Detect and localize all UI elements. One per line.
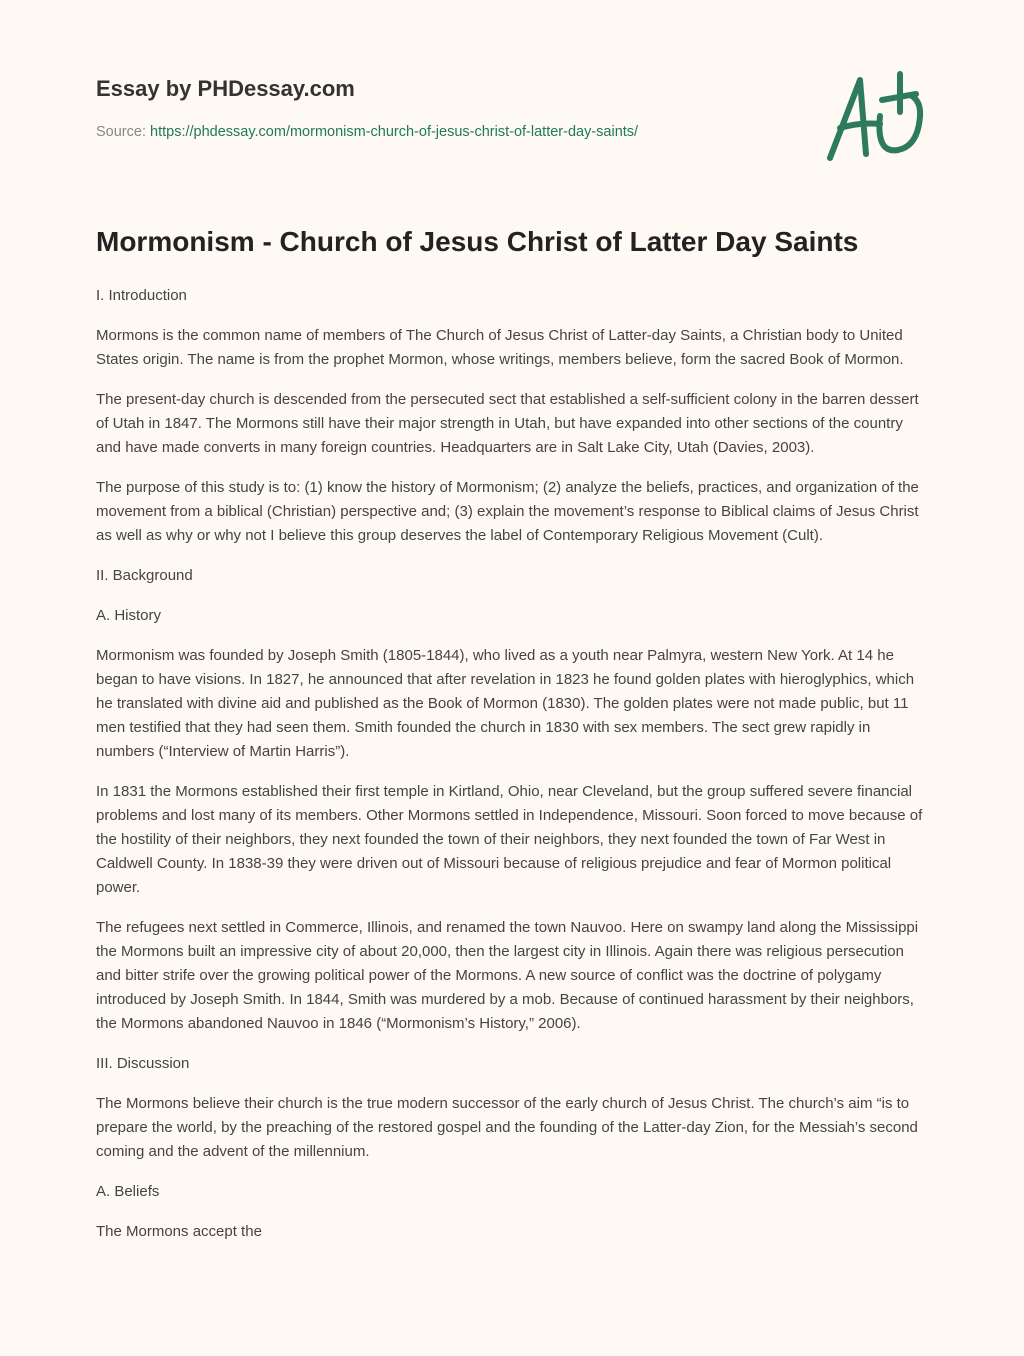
paragraph: The present-day church is descended from the persecuted sect that established a self-sufficient colony in the barren dessert of Utah in 1847. The Mormons still have their major strength in Utah, but have expanded into other sections of the country and have made converts in many foreign countries. Headquarters are in Salt Lake City, Utah (Davies, 2003).: [96, 391, 919, 456]
paragraph: The Mormons believe their church is the true modern successor of the early church of Jesus Christ. The church’s aim “is to prepare the world, by the preaching of the restored gospel and the founding of the Latter-day Zion, for the Messiah’s second coming and the advent of the millennium.: [96, 1095, 918, 1160]
source-label: Source:: [96, 124, 146, 140]
paragraph: Mormons is the common name of members of The Church of Jesus Christ of Latter-day Saints, a Christian body to United States origin. The name is from the prophet Mormon, whose writings, members believe, form the sacred Book of Mormon.: [96, 327, 904, 368]
paragraph: In 1831 the Mormons established their first temple in Kirtland, Ohio, near Cleveland, but the group suffered severe financial problems and lost many of its members. Other Mormons settled in Independence, Missouri. Soon forced to move because of the hostility of their neighbors, they next founded the town of their neighbors, they next founded the town of Far West in Caldwell County. In 1838-39 they were driven out of Missouri because of religious prejudice and fear of Mormon political power.: [96, 783, 923, 896]
section-heading: II. Background: [96, 567, 193, 584]
section-heading: III. Discussion: [96, 1055, 190, 1072]
essay-title: Mormonism - Church of Jesus Christ of Latter Day Saints: [96, 226, 859, 257]
paragraph: The Mormons accept the: [96, 1223, 262, 1240]
subsection-heading: A. History: [96, 607, 162, 624]
essay-body: [96, 284, 928, 1260]
paragraph: Mormonism was founded by Joseph Smith (1805-1844), who lived as a youth near Palmyra, western New York. At 14 he began to have visions. In 1827, he announced that after revelation in 1823 he found golden plates with hieroglyphics, which he translated with divine aid and published as the Book of Mormon (1830). The golden plates were not made public, but 11 men testified that they had seen them. Smith founded the church in 1830 with sex members. The sect grew rapidly in numbers (“Interview of Martin Harris”).: [96, 647, 915, 760]
section-heading: I. Introduction: [96, 287, 187, 304]
a-plus-logo-icon: [820, 66, 930, 166]
source-line: [96, 124, 638, 140]
subsection-heading: A. Beliefs: [96, 1183, 160, 1200]
paragraph: The purpose of this study is to: (1) know the history of Mormonism; (2) analyze the beliefs, practices, and organization of the movement from a biblical (Christian) perspective and; (3) explain the movement’s response to Biblical claims of Jesus Christ as well as why or why not I believe this group deserves the label of Contemporary Religious Movement (Cult).: [96, 479, 919, 544]
source-link[interactable]: https://phdessay.com/mormonism-church-of-jesus-christ-of-latter-day-saints/: [150, 124, 639, 140]
site-brand: Essay by PHDessay.com: [96, 76, 355, 101]
paragraph: The refugees next settled in Commerce, Illinois, and renamed the town Nauvoo. Here on swampy land along the Mississippi the Mormons built an impressive city of about 20,000, then the largest city in Illinois. Again there was religious persecution and bitter strife over the growing political power of the Mormons. A new source of conflict was the doctrine of polygamy introduced by Joseph Smith. In 1844, Smith was murdered by a mob. Because of continued harassment by their neighbors, the Mormons abandoned Nauvoo in 1846 (“Mormonism’s History,” 2006).: [96, 919, 919, 1032]
